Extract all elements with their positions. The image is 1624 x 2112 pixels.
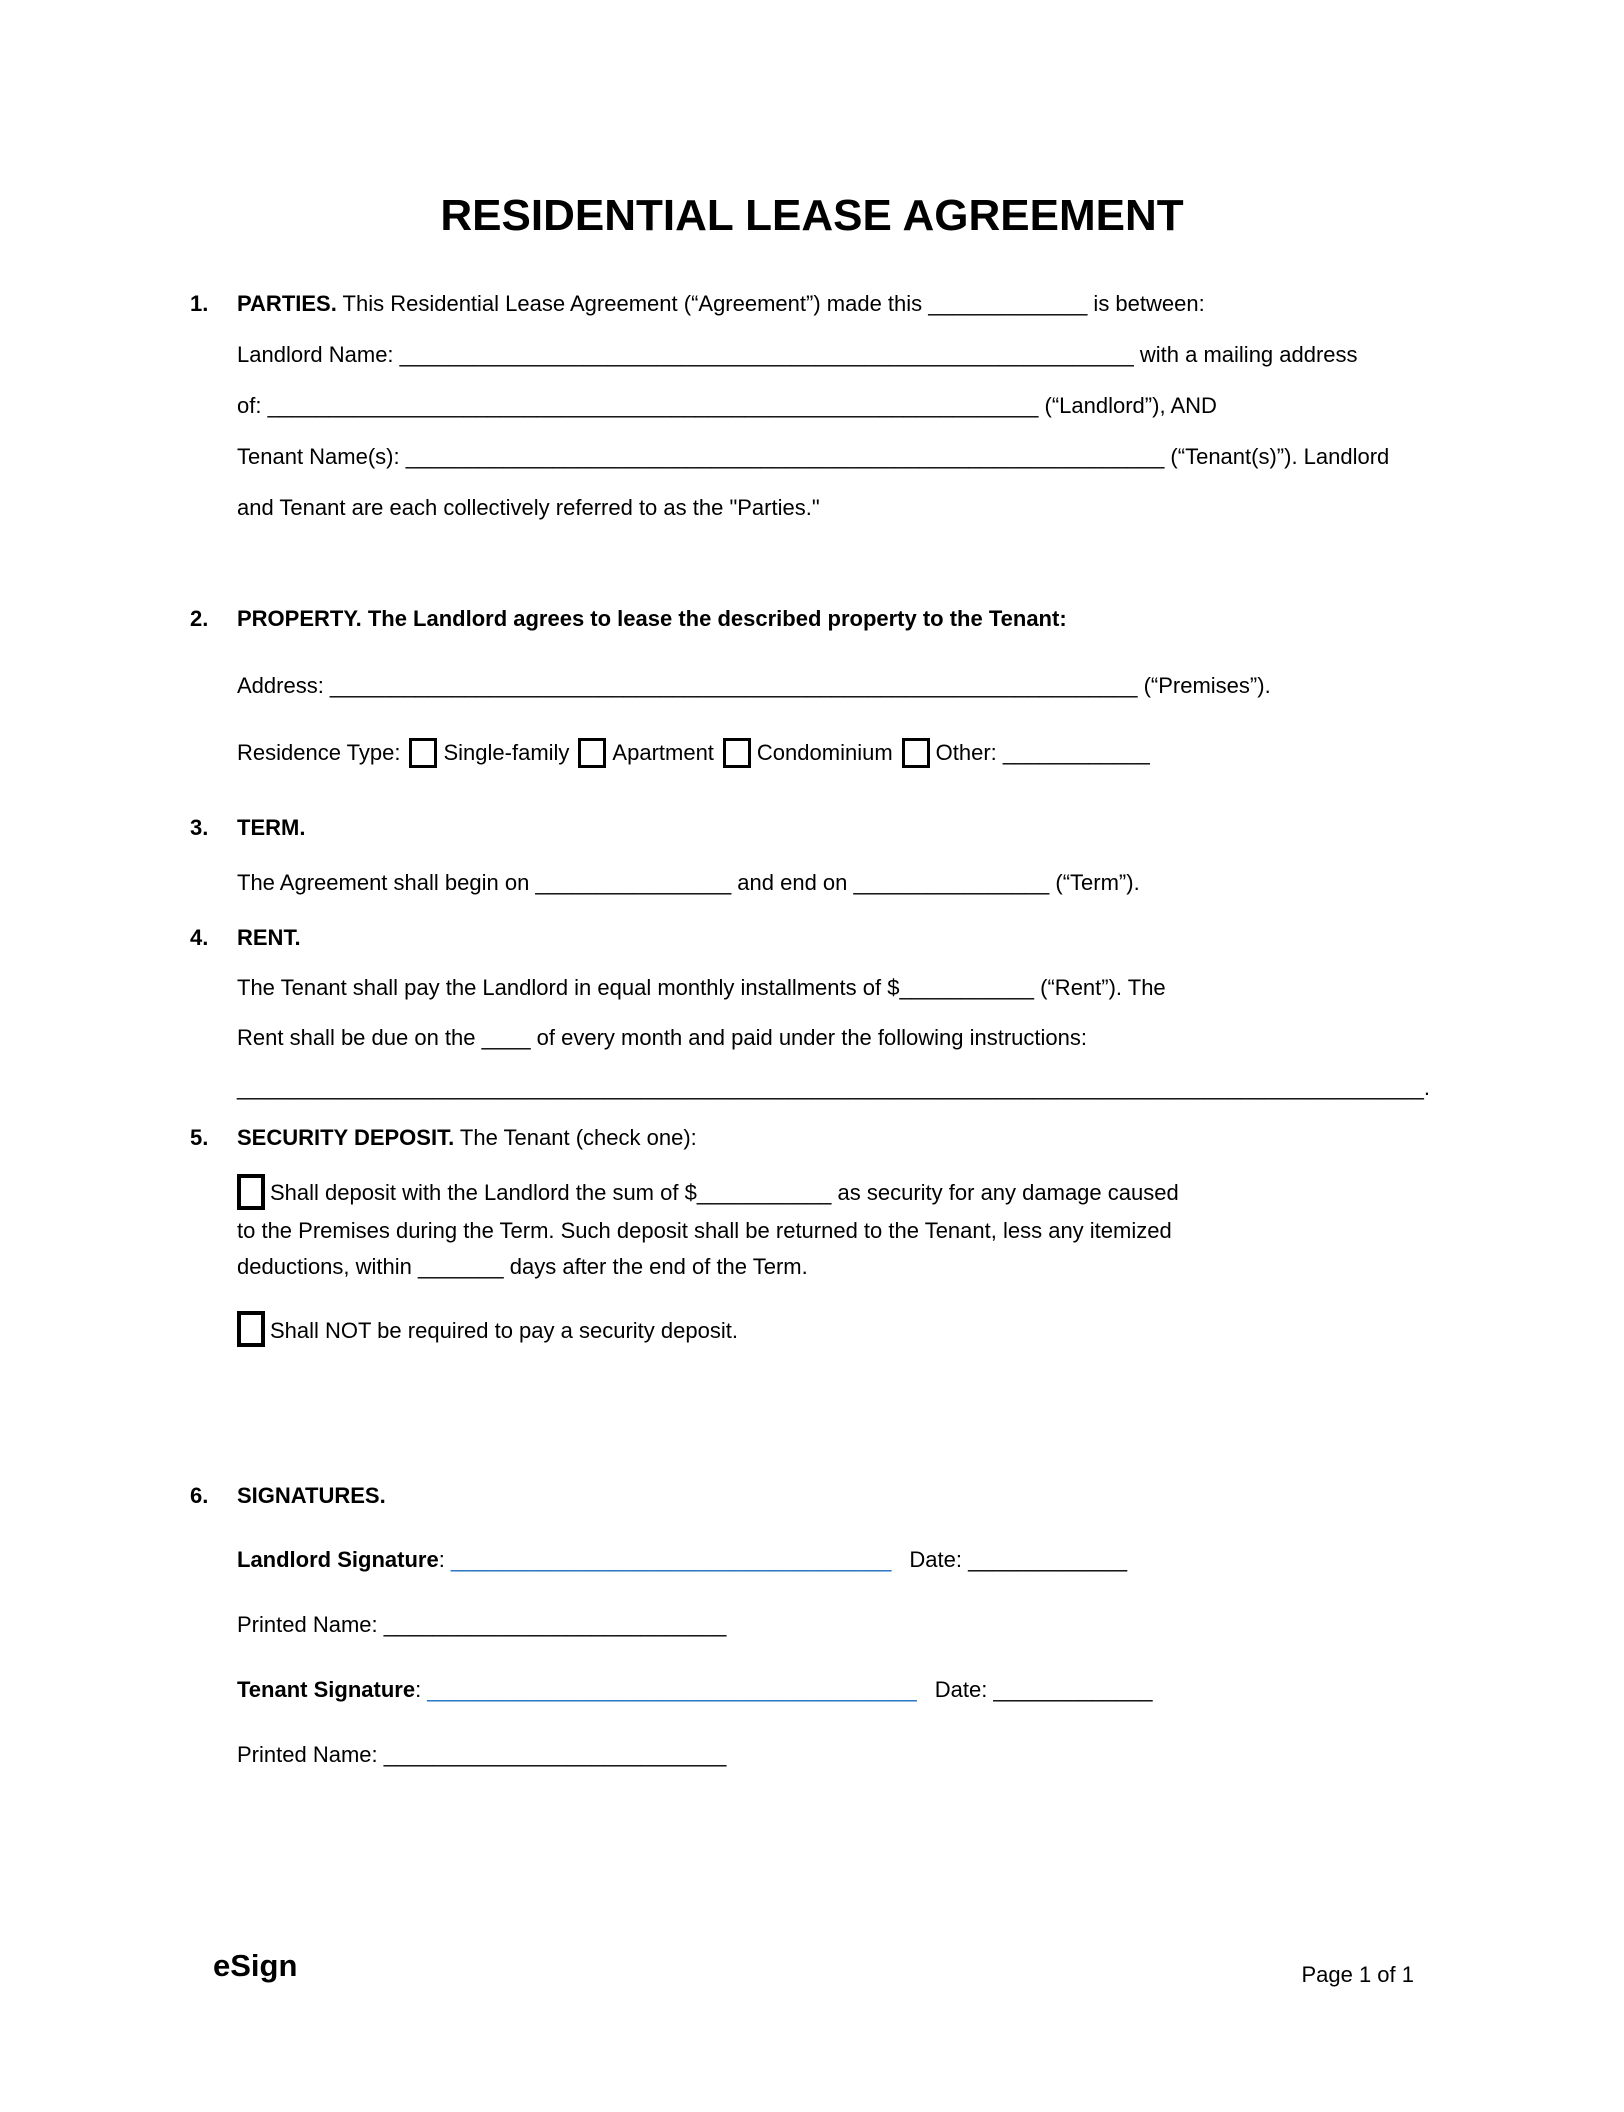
condominium-label: Condominium xyxy=(756,740,893,766)
term-heading-line xyxy=(237,800,1440,855)
tenant-printed-name-row xyxy=(237,1737,1440,1773)
section-heading: SIGNATURES. xyxy=(237,1482,386,1508)
property-address-line: Address: __________________________________________________________________ (“Premises”). xyxy=(237,673,1271,699)
deposit-required-checkbox[interactable] xyxy=(237,1174,265,1210)
esign-logo: eSign xyxy=(213,1948,298,1983)
property-intro-line: PROPERTY. The Landlord agrees to lease the described property to the Tenant: xyxy=(237,606,1067,632)
section-signatures xyxy=(190,1478,1440,1773)
residence-type-label: Residence Type: xyxy=(237,740,401,766)
section-security-deposit xyxy=(190,1113,1440,1349)
section-number: 1. xyxy=(190,291,209,317)
deposit-option-1-line-1: Shall deposit with the Landlord the sum of $___________ as security for any damage caused xyxy=(237,1175,1440,1212)
rent-body-line-1: The Tenant shall pay the Landlord in equal monthly installments of $___________ (“Rent”). The xyxy=(237,975,1166,1001)
landlord-printed-name-field: ____________________________ xyxy=(383,1611,727,1637)
tenant-name-line: Tenant Name(s): ______________________________________________________________ (“Tenant(s)”). Landlord xyxy=(237,444,1390,470)
landlord-signature-label: Landlord Signature xyxy=(237,1546,439,1572)
single-family-label: Single-family xyxy=(443,740,570,766)
deposit-option-1-line-3: deductions, within _______ days after the end of the Term. xyxy=(237,1253,808,1279)
parties-closing-line: and Tenant are each collectively referred to as the "Parties." xyxy=(237,495,820,521)
other-checkbox[interactable] xyxy=(902,738,930,768)
section-number: 4. xyxy=(190,925,209,951)
printed-name-label: Printed Name: xyxy=(237,1611,384,1637)
page-title: RESIDENTIAL LEASE AGREEMENT xyxy=(440,191,1184,240)
section-rent xyxy=(190,913,1440,1113)
section-number: 3. xyxy=(190,815,209,841)
section-heading: SECURITY DEPOSIT. xyxy=(237,1125,455,1151)
section-heading: TERM. xyxy=(237,815,306,841)
rent-instructions-blank-line: _________________________________________________________________________________________________. xyxy=(237,1075,1430,1101)
page-number-label: Page 1 of 1 xyxy=(1301,1962,1414,1987)
landlord-printed-name-row xyxy=(237,1607,1440,1643)
deposit-intro-line: SECURITY DEPOSIT. The Tenant (check one): xyxy=(237,1125,697,1151)
section-heading: PROPERTY. xyxy=(237,606,362,632)
apartment-label: Apartment xyxy=(612,740,714,766)
residence-type-line xyxy=(237,719,1440,786)
term-body-line: The Agreement shall begin on ________________ and end on ________________ (“Term”). xyxy=(237,870,1140,896)
date-label: Date: xyxy=(934,1676,994,1702)
signatures-heading-line xyxy=(237,1478,1440,1514)
deposit-option-1-line-2: to the Premises during the Term. Such deposit shall be returned to the Tenant, less any itemized xyxy=(237,1217,1172,1243)
tenant-signature-label: Tenant Signature xyxy=(237,1676,416,1702)
landlord-signature-field[interactable]: ____________________________________ xyxy=(450,1546,892,1572)
section-number: 5. xyxy=(190,1125,209,1151)
section-parties xyxy=(190,278,1440,533)
tenant-signature-row: Tenant Signature: ________________________________________ Date: _____________ xyxy=(237,1676,1153,1702)
tenant-printed-name-field: ____________________________ xyxy=(383,1741,727,1767)
section-heading: PARTIES. xyxy=(237,291,337,317)
section-number: 6. xyxy=(190,1482,209,1508)
section-term xyxy=(190,800,1440,910)
landlord-signature-row: Landlord Signature: ____________________________________ Date: _____________ xyxy=(237,1546,1128,1572)
section-number: 2. xyxy=(190,606,209,632)
single-family-checkbox[interactable] xyxy=(409,738,437,768)
landlord-name-line: Landlord Name: ____________________________________________________________ with a mailing address xyxy=(237,342,1358,368)
condominium-checkbox[interactable] xyxy=(723,738,751,768)
landlord-date-field: _____________ xyxy=(968,1546,1128,1572)
other-label: Other: ____________ xyxy=(935,740,1150,766)
date-label: Date: xyxy=(909,1546,969,1572)
deposit-option-2-line: Shall NOT be required to pay a security deposit. xyxy=(237,1313,1440,1350)
printed-name-label: Printed Name: xyxy=(237,1741,384,1767)
section-heading: RENT. xyxy=(237,925,301,951)
tenant-date-field: _____________ xyxy=(993,1676,1153,1702)
apartment-checkbox[interactable] xyxy=(578,738,606,768)
section-property xyxy=(190,585,1440,786)
document-body xyxy=(190,278,1440,1772)
landlord-address-line: of: _______________________________________________________________ (“Landlord”), AND xyxy=(237,393,1217,419)
rent-heading-line xyxy=(237,913,1440,963)
parties-intro-line: PARTIES. This Residential Lease Agreement (“Agreement”) made this _____________ is between: xyxy=(237,291,1205,317)
no-deposit-checkbox[interactable] xyxy=(237,1311,265,1347)
tenant-signature-field[interactable]: ________________________________________ xyxy=(427,1676,917,1702)
rent-body-line-2: Rent shall be due on the ____ of every month and paid under the following instructions: xyxy=(237,1025,1087,1051)
